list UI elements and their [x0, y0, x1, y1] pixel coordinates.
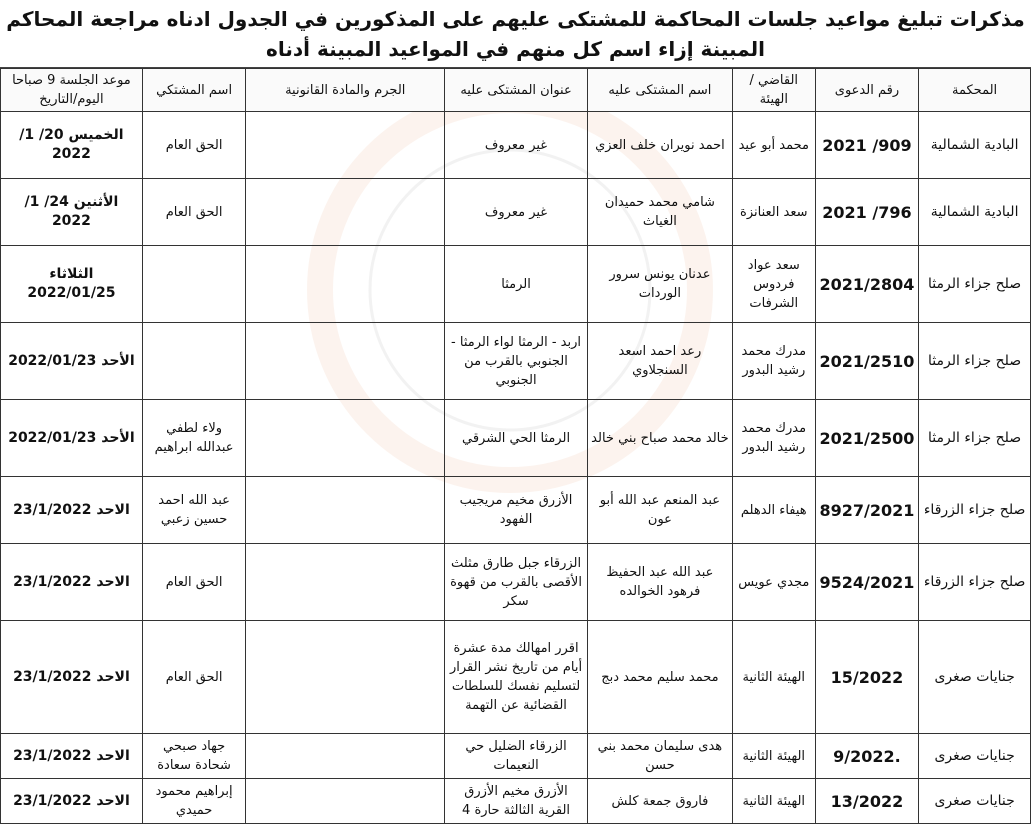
court-cell: صلح جزاء الزرقاء [919, 477, 1031, 544]
crime-cell [246, 400, 445, 477]
court-cell: صلح جزاء الرمثا [919, 246, 1031, 323]
court-cell: جنايات صغرى [919, 734, 1031, 779]
plaintiff-cell: إبراهيم محمود حميدي [142, 779, 246, 824]
crime-cell [246, 734, 445, 779]
case-number-cell: 13/2022 [815, 779, 919, 824]
defendant-cell: محمد سليم محمد دبج [587, 621, 732, 734]
judge-cell: الهيئة الثانية [732, 734, 815, 779]
judge-cell: محمد أبو عيد [732, 112, 815, 179]
defendant-cell: عبد المنعم عبد الله أبو عون [587, 477, 732, 544]
case-number-cell: 9524/2021 [815, 544, 919, 621]
crime-cell [246, 112, 445, 179]
table-row [1, 400, 1031, 477]
judge-cell: هيفاء الدهلم [732, 477, 815, 544]
date-cell: الاحد 23/1/2022 [1, 734, 143, 779]
col-date-header: موعد الجلسة 9 صباحا اليوم/التاريخ [1, 69, 143, 112]
defendant-cell: احمد نويران خلف العزي [587, 112, 732, 179]
defendant-cell: عبد الله عبد الحفيظ فرهود الخوالده [587, 544, 732, 621]
col-case-header: رقم الدعوى [815, 69, 919, 112]
defendant-cell: عدنان يونس سرور الوردات [587, 246, 732, 323]
col-address-header: عنوان المشتكى عليه [445, 69, 588, 112]
table-row [1, 621, 1031, 734]
case-number-cell: 2021/2500 [815, 400, 919, 477]
address-cell: غير معروف [445, 179, 588, 246]
defendant-cell: خالد محمد صباح بني خالد [587, 400, 732, 477]
judge-cell: الهيئة الثانية [732, 779, 815, 824]
address-cell: الرمثا الحي الشرقي [445, 400, 588, 477]
case-number-cell: 15/2022 [815, 621, 919, 734]
table-row [1, 779, 1031, 824]
date-cell: الاحد 23/1/2022 [1, 621, 143, 734]
plaintiff-cell: ولاء لطفي عبدالله ابراهيم [142, 400, 246, 477]
case-number-cell: 909/ 2021 [815, 112, 919, 179]
col-defendant-header: اسم المشتكى عليه [587, 69, 732, 112]
address-cell: الأزرق مخيم الأزرق القرية الثالثة حارة 4 [445, 779, 588, 824]
table-row [1, 246, 1031, 323]
plaintiff-cell: الحق العام [142, 112, 246, 179]
address-cell: غير معروف [445, 112, 588, 179]
judge-cell: سعد العنانزة [732, 179, 815, 246]
judge-cell: مجدي عويس [732, 544, 815, 621]
defendant-cell: فاروق جمعة كلش [587, 779, 732, 824]
crime-cell [246, 477, 445, 544]
court-cell: صلح جزاء الرمثا [919, 400, 1031, 477]
case-number-cell: 796/ 2021 [815, 179, 919, 246]
case-number-cell: .9/2022 [815, 734, 919, 779]
date-cell: الاحد 23/1/2022 [1, 779, 143, 824]
crime-cell [246, 246, 445, 323]
crime-cell [246, 779, 445, 824]
defendant-cell: رعد احمد اسعد السنجلاوي [587, 323, 732, 400]
address-cell: الزرقاء الضليل حي النعيمات [445, 734, 588, 779]
court-cell: البادية الشمالية [919, 112, 1031, 179]
crime-cell [246, 544, 445, 621]
plaintiff-cell [142, 323, 246, 400]
table-row [1, 323, 1031, 400]
plaintiff-cell: الحق العام [142, 621, 246, 734]
plaintiff-cell: عبد الله احمد حسين زعبي [142, 477, 246, 544]
plaintiff-cell: جهاد صبحي شحادة سعادة [142, 734, 246, 779]
date-cell: الخميس 20/ 1/ 2022 [1, 112, 143, 179]
page-title: مذكرات تبليغ مواعيد جلسات المحاكمة للمشتكى عليهم على المذكورين في الجدول ادناه مراجعة المحاكم المبينة إزاء اسم كل منهم في المواعيد المبينة أدناه [0, 0, 1031, 68]
date-cell: الأثنين 24/ 1/ 2022 [1, 179, 143, 246]
defendant-cell: هدى سليمان محمد بني حسن [587, 734, 732, 779]
table-row [1, 734, 1031, 779]
judge-cell: مدرك محمد رشيد البدور [732, 323, 815, 400]
date-cell: الأحد 2022/01/23 [1, 323, 143, 400]
case-number-cell: 2021/2804 [815, 246, 919, 323]
plaintiff-cell: الحق العام [142, 544, 246, 621]
court-cell: صلح جزاء الرمثا [919, 323, 1031, 400]
date-cell: الأحد 2022/01/23 [1, 400, 143, 477]
hearings-table [0, 68, 1031, 824]
plaintiff-cell [142, 246, 246, 323]
col-judge-header: القاضي / الهيئة [732, 69, 815, 112]
case-number-cell: 2021/2510 [815, 323, 919, 400]
judge-cell: مدرك محمد رشيد البدور [732, 400, 815, 477]
court-cell: جنايات صغرى [919, 621, 1031, 734]
court-cell: جنايات صغرى [919, 779, 1031, 824]
col-crime-header: الجرم والمادة القانونية [246, 69, 445, 112]
address-cell: الرمثا [445, 246, 588, 323]
judge-cell: الهيئة الثانية [732, 621, 815, 734]
table-header-row [1, 69, 1031, 112]
table-row [1, 112, 1031, 179]
address-cell: اربد - الرمثا لواء الرمثا - الجنوبي بالقرب من الجنوبي [445, 323, 588, 400]
date-cell: الاحد 23/1/2022 [1, 477, 143, 544]
date-cell: الاحد 23/1/2022 [1, 544, 143, 621]
judge-cell: سعد عواد فردوس الشرفات [732, 246, 815, 323]
date-cell: الثلاثاء 2022/01/25 [1, 246, 143, 323]
col-plaintiff-header: اسم المشتكي [142, 69, 246, 112]
table-row [1, 179, 1031, 246]
crime-cell [246, 179, 445, 246]
address-cell: الزرقاء جبل طارق مثلث الأقصى بالقرب من قهوة سكر [445, 544, 588, 621]
address-cell: اقرر امهالك مدة عشرة أيام من تاريخ نشر القرار لتسليم نفسك للسلطات القضائية عن التهمة [445, 621, 588, 734]
court-cell: صلح جزاء الزرقاء [919, 544, 1031, 621]
case-number-cell: 8927/2021 [815, 477, 919, 544]
crime-cell [246, 621, 445, 734]
table-row [1, 544, 1031, 621]
court-cell: البادية الشمالية [919, 179, 1031, 246]
plaintiff-cell: الحق العام [142, 179, 246, 246]
crime-cell [246, 323, 445, 400]
address-cell: الأزرق مخيم مريجيب الفهود [445, 477, 588, 544]
table-row [1, 477, 1031, 544]
col-court-header: المحكمة [919, 69, 1031, 112]
defendant-cell: شامي محمد حميدان الغياث [587, 179, 732, 246]
